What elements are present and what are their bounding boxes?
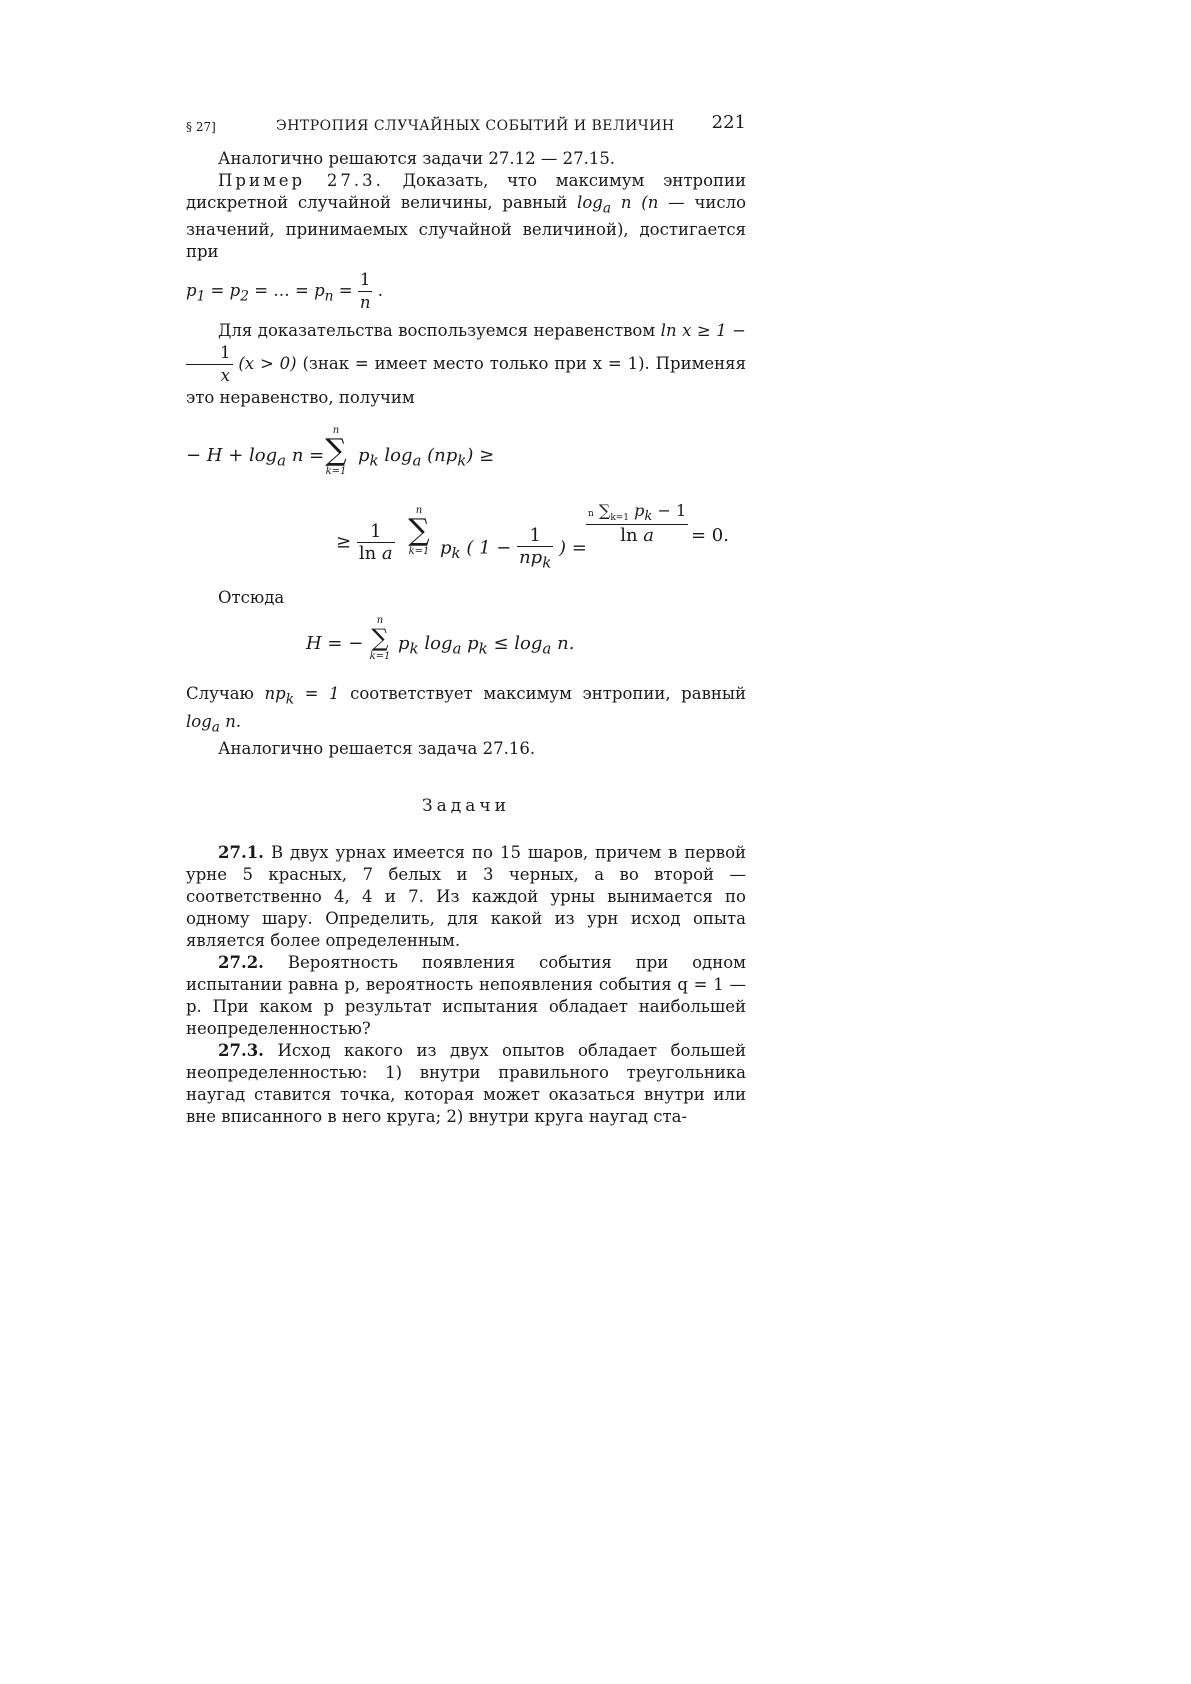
page-number: 221	[711, 112, 746, 133]
problem-number: 27.2.	[218, 952, 264, 972]
conclusion-2: соответствует максимум энтропии, равный	[350, 684, 747, 704]
problem-text: Исход какого из двух опытов обладает большей неопределенностью: 1) внутри правильного треугольника наугад ставится точка, которая может оказаться внутри или вне вписанного в него круга; 2) внутри круга наугад ста-	[186, 1040, 746, 1126]
book-page	[186, 112, 746, 1128]
problems-heading: Задачи	[422, 795, 510, 816]
problem-27-1	[186, 842, 746, 952]
example-text-1: Доказать, что максимум энтропии дискретной случайной величины, равный	[186, 171, 747, 212]
entropy-bound-formula: H = − n ∑ k=1 $p_k$ $\log_a p_k \le \log_a n$.	[306, 615, 575, 663]
example-paragraph	[186, 170, 746, 263]
problem-number: 27.1.	[218, 842, 264, 862]
running-head	[186, 112, 746, 142]
problem-27-2	[186, 952, 746, 1040]
conclusion-1: Случаю	[186, 684, 254, 704]
proof-paragraph	[186, 320, 746, 409]
problem-text: Вероятность появления события при одном испытании равна p, вероятность непоявления события q = 1 — p. При каком p результат испытания обладает наибольшей неопределенностью?	[186, 952, 746, 1038]
conclusion-paragraph: Случаю $np_k = 1$ соответствует максимум энтропии, равный $\log_a n$.	[186, 684, 747, 735]
derivation-line-2: ≥ $\frac{1}{\text{ln a}}$ n ∑ k=1 $p_k$ ( 1 − $\frac{1}{np_k}$ ) = $\frac{n \sum_{k=1} p_k - 1}{\text{ln a}}$ = 0.	[336, 501, 729, 572]
derivation-line-1: − $H + \log_a n$ = n ∑ k=1 $p_k$ $\log_a (np_k)$ ≥	[186, 425, 495, 478]
problem-27-3	[186, 1040, 746, 1128]
inequality-formula: ln x ≥ 1 − $\frac{1}{x}$ (x > 0)	[186, 321, 746, 373]
example-text-2: — число значений, принимаемых случайной величиной), достигается при	[186, 193, 747, 262]
running-title: ЭНТРОПИЯ СЛУЧАЙНЫХ СОБЫТИЙ И ВЕЛИЧИН	[276, 118, 675, 134]
section-mark: § 27]	[186, 120, 216, 134]
log-a-n: $\log_a n$ (n	[577, 193, 659, 217]
hence-word: Отсюда	[218, 588, 285, 608]
problem-text: В двух урнах имеется по 15 шаров, причем в первой урне 5 красных, 7 белых и 3 черных, а во второй — соответственно 4, 4 и 7. Из каждой урны вынимается по одному шару. Определить, для какой из урн исход опыта является более определенным.	[186, 842, 747, 950]
equal-probabilities-formula: $p_1 = p_2$ = … = $p_n$ = $\frac{1}{n}$ .	[186, 270, 383, 313]
paragraph-analog-final: Аналогично решается задача 27.16.	[218, 738, 536, 758]
proof-intro-1: Для доказательства воспользуемся неравенством	[218, 321, 656, 341]
proof-intro-2: (знак = имеет место только при x = 1). Применяя это неравенство, получим	[186, 354, 746, 408]
problem-number: 27.3.	[218, 1040, 264, 1060]
paragraph-analog-problems: Аналогично решаются задачи 27.12 — 27.15.	[218, 149, 616, 168]
example-label: Пример 27.3.	[218, 171, 384, 190]
